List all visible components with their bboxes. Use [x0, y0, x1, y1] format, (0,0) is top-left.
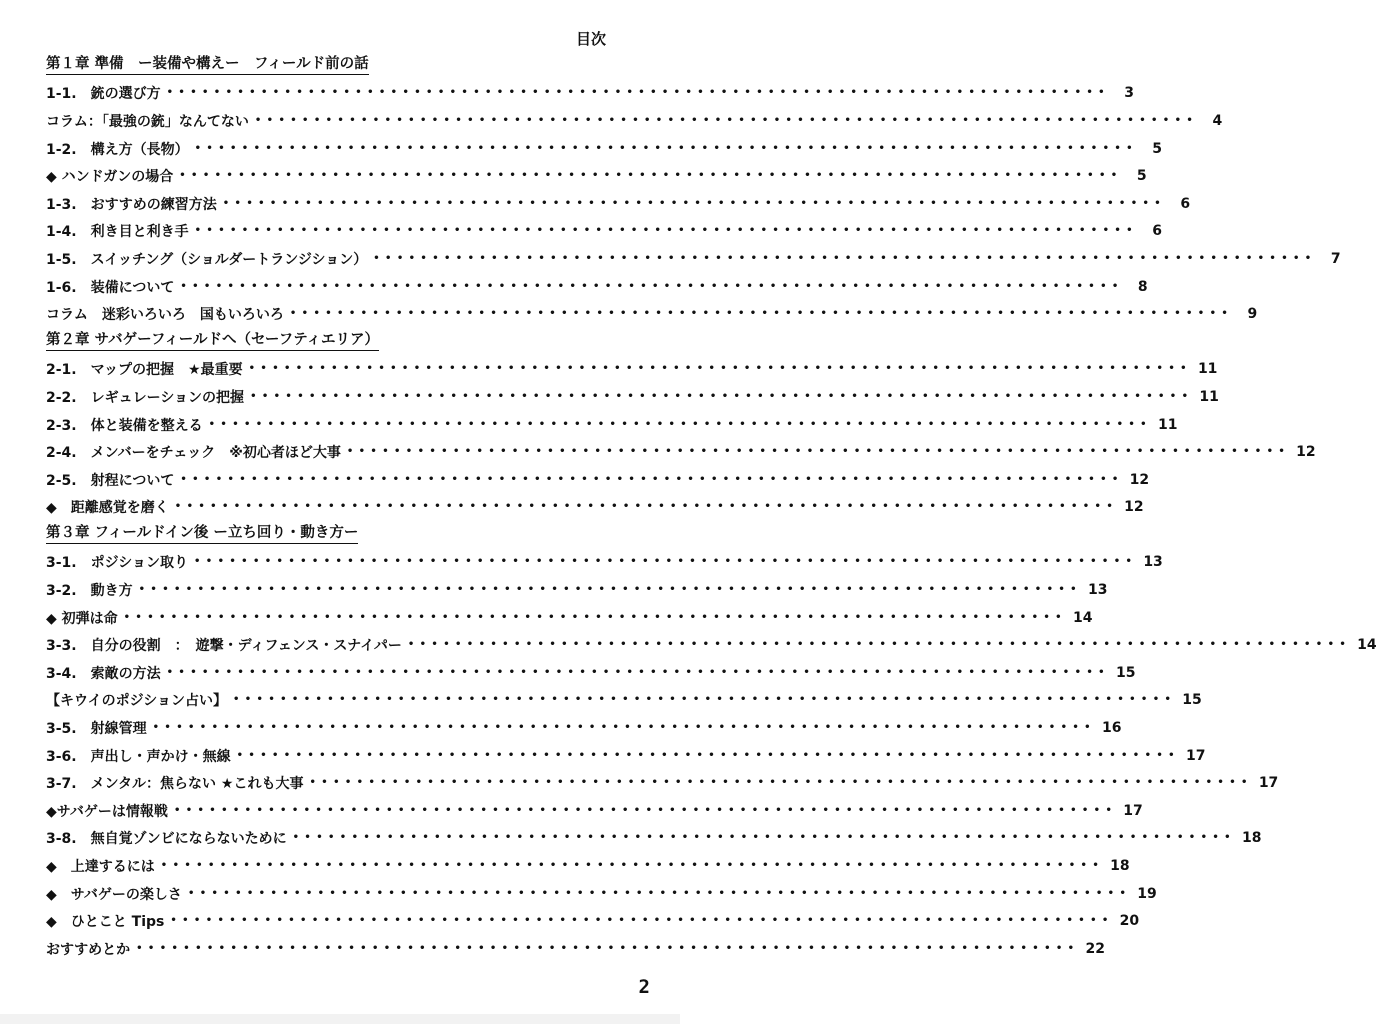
entry-page-number: 13 [1087, 582, 1108, 599]
chapter-title: 第３章 フィールドイン後 ー立ち回り・動き方ー [46, 525, 358, 544]
dot-leader: •••••••••••••••••••••••••••••••••••••••••••••••••••••••••••••••••••••••••••••••• [222, 197, 1167, 209]
toc-entry [46, 107, 1223, 135]
toc-entry [46, 549, 1163, 577]
entry-page-number: 4 [1212, 112, 1223, 129]
dot-leader: •••••••••••••••••••••••••••••••••••••••••••••••••••••••••••••••••••••••••••••••• [179, 170, 1123, 182]
entry-label: 2-2. レギュレーションの把握 [46, 389, 245, 406]
entry-page-number: 18 [1241, 830, 1262, 847]
entry-page-number: 17 [1123, 802, 1143, 819]
entry-page-number: 12 [1124, 499, 1144, 516]
entry-page-number: 11 [1199, 388, 1219, 405]
entry-label: ◆ ひとこと Tips [46, 914, 165, 931]
entry-page-number: 16 [1101, 720, 1122, 737]
dot-leader: •••••••••••••••••••••••••••••••••••••••••••••••••••••••••••••••••••••••••••••••• [194, 225, 1138, 237]
toc-entry [46, 604, 1093, 632]
dot-leader: •••••••••••••••••••••••••••••••••••••••••••••••••••••••••••••••••••••••••••••••• [208, 418, 1152, 430]
entry-label: ◆ サバゲーの楽しさ [46, 886, 182, 903]
toc-entry [46, 494, 1144, 522]
entry-label: 3-6. 声出し・声かけ・無線 [46, 748, 231, 765]
toc-entry [46, 714, 1122, 742]
entry-label: 2-1. マップの把握 ★最重要 [46, 362, 243, 379]
toc-entry [46, 300, 1258, 328]
entry-page-number: 17 [1185, 747, 1206, 764]
dot-leader: •••••••••••••••••••••••••••••••••••••••••••••••••••••••••••••••••••••••••••••••• [123, 611, 1067, 623]
toc-entry [46, 273, 1148, 301]
entry-label: ◆ 初弾は命 [46, 610, 118, 627]
chapter-title: 第２章 サバゲーフィールドへ（セーフティエリア） [46, 332, 379, 351]
entry-label: ◆ ハンドガンの場合 [46, 169, 174, 186]
toc-entry [46, 383, 1219, 411]
entry-label: 1-1. 銃の選び方 [46, 86, 161, 103]
entry-label: 2-3. 体と装備を整える [46, 417, 203, 434]
entry-page-number: 6 [1180, 195, 1191, 212]
dot-leader: •••••••••••••••••••••••••••••••••••••••••••••••••••••••••••••••••••••••••••••••• [407, 639, 1352, 651]
entry-label: 3-3. 自分の役割 ： 遊撃・ディフェンス・スナイパー [46, 638, 402, 655]
dot-leader: •••••••••••••••••••••••••••••••••••••••••••••••••••••••••••••••••••••••••••••••• [136, 942, 1080, 954]
toc-entry [46, 797, 1143, 825]
dot-leader: •••••••••••••••••••••••••••••••••••••••••••••••••••••••••••••••••••••••••••••••• [346, 446, 1291, 458]
entry-page-number: 12 [1129, 471, 1150, 488]
toc-entry [46, 631, 1377, 659]
dot-leader: •••••••••••••••••••••••••••••••••••••••••••••••••••••••••••••••••••••••••••••••• [193, 556, 1138, 568]
entry-label: 1-6. 装備について [46, 279, 175, 296]
toc-entry [46, 825, 1262, 853]
toc-entry [46, 218, 1162, 246]
entry-label: コラム 迷彩いろいろ 国もいろいろ [46, 307, 284, 324]
dot-leader: •••••••••••••••••••••••••••••••••••••••••••••••••••••••••••••••••••••••••••••••• [254, 114, 1199, 126]
entry-label: 3-5. 射線管理 [46, 721, 147, 738]
entry-page-number: 19 [1137, 885, 1157, 902]
entry-label: ◆ 距離感覚を磨く [46, 500, 169, 517]
bottom-strip [0, 1014, 680, 1024]
dot-leader: •••••••••••••••••••••••••••••••••••••••••••••••••••••••••••••••••••••••••••••••• [248, 363, 1192, 375]
dot-leader: •••••••••••••••••••••••••••••••••••••••••••••••••••••••••••••••••••••••••••••••• [232, 694, 1177, 706]
dot-leader: •••••••••••••••••••••••••••••••••••••••••••••••••••••••••••••••••••••••••••••••• [166, 666, 1110, 678]
toc-entry [46, 907, 1140, 935]
entry-label: 1-5. スイッチング（ショルダートランジション） [46, 251, 368, 268]
toc-entry [46, 411, 1178, 439]
entry-label: 1-3. おすすめの練習方法 [46, 196, 217, 213]
dot-leader: •••••••••••••••••••••••••••••••••••••••••••••••••••••••••••••••••••••••••••••••• [152, 722, 1096, 734]
entry-page-number: 20 [1119, 913, 1140, 930]
toc-entry [46, 769, 1279, 797]
toc-entry [46, 935, 1105, 963]
entry-page-number: 7 [1330, 250, 1341, 267]
toc-entry [46, 438, 1316, 466]
entry-page-number: 22 [1085, 940, 1105, 957]
dot-leader: •••••••••••••••••••••••••••••••••••••••••••••••••••••••••••••••••••••••••••••••• [173, 804, 1118, 816]
entry-label: 3-8. 無自覚ゾンビにならないために [46, 831, 287, 848]
toc-chapter-heading [46, 328, 606, 356]
chapter-title: 第１章 準備 ー装備や構えー フィールド前の話 [46, 56, 369, 75]
toc-entry [46, 576, 1108, 604]
dot-leader: •••••••••••••••••••••••••••••••••••••••••••••••••••••••••••••••••••••••••••••••• [309, 777, 1253, 789]
entry-label: 1-4. 利き目と利き手 [46, 224, 189, 241]
toc-entry [46, 245, 1341, 273]
entry-page-number: 15 [1182, 692, 1202, 709]
toc-entry [46, 687, 1202, 715]
page-title: 目次 [575, 30, 606, 48]
entry-page-number: 14 [1357, 637, 1377, 654]
toc-entry [46, 135, 1162, 163]
entry-label: 1-2. 構え方（長物） [46, 141, 189, 158]
toc-entry [46, 659, 1136, 687]
dot-leader: •••••••••••••••••••••••••••••••••••••••••••••••••••••••••••••••••••••••••••••••• [187, 887, 1132, 899]
dot-leader: •••••••••••••••••••••••••••••••••••••••••••••••••••••••••••••••••••••••••••••••• [174, 501, 1119, 513]
dot-leader: •••••••••••••••••••••••••••••••••••••••••••••••••••••••••••••••••••••••••••••••• [236, 749, 1180, 761]
toc-chapter-heading [46, 521, 606, 549]
dot-leader: •••••••••••••••••••••••••••••••••••••••••••••••••••••••••••••••••••••••••••••••• [194, 142, 1138, 154]
dot-leader: •••••••••••••••••••••••••••••••••••••••••••••••••••••••••••••••••••••••••••••••• [170, 915, 1114, 927]
entry-page-number: 12 [1296, 444, 1316, 461]
dot-leader: •••••••••••••••••••••••••••••••••••••••••••••••••••••••••••••••••••••••••••••••• [180, 280, 1124, 292]
toc-entry [46, 742, 1206, 770]
entry-page-number: 17 [1258, 775, 1279, 792]
toc-entry [46, 80, 1134, 108]
entry-page-number: 8 [1137, 278, 1148, 295]
table-of-contents [46, 52, 1377, 963]
entry-page-number: 13 [1143, 554, 1163, 571]
dot-leader: •••••••••••••••••••••••••••••••••••••••••••••••••••••••••••••••••••••••••••••••• [180, 473, 1124, 485]
toc-entry [46, 880, 1157, 908]
entry-label: 【キウイのポジション占い】 [46, 693, 227, 710]
entry-page-number: 3 [1124, 85, 1134, 102]
entry-page-number: 11 [1197, 361, 1218, 378]
entry-page-number: 14 [1072, 609, 1093, 626]
entry-page-number: 6 [1152, 223, 1162, 240]
toc-chapter-heading [46, 52, 606, 80]
toc-entry [46, 190, 1191, 218]
toc-entry [46, 466, 1150, 494]
entry-label: コラム：「最強の銃」なんてない [46, 113, 249, 130]
toc-entry [46, 162, 1147, 190]
dot-leader: •••••••••••••••••••••••••••••••••••••••••••••••••••••••••••••••••••••••••••••••• [250, 390, 1194, 402]
dot-leader: •••••••••••••••••••••••••••••••••••••••••••••••••••••••••••••••••••••••••••••••• [166, 87, 1110, 99]
entry-page-number: 11 [1157, 416, 1178, 433]
toc-entry [46, 852, 1130, 880]
entry-label: 2-4. メンバーをチェック ※初心者ほど大事 [46, 445, 341, 462]
entry-label: 3-7. メンタル：焦らない ★これも大事 [46, 776, 304, 793]
entry-label: ◆ 上達するには [46, 859, 155, 876]
entry-page-number: 5 [1136, 168, 1147, 185]
dot-leader: •••••••••••••••••••••••••••••••••••••••••••••••••••••••••••••••••••••••••••••••• [138, 584, 1082, 596]
entry-page-number: 15 [1115, 664, 1136, 681]
entry-page-number: 18 [1110, 858, 1130, 875]
entry-label: 2-5. 射程について [46, 472, 175, 489]
dot-leader: •••••••••••••••••••••••••••••••••••••••••••••••••••••••••••••••••••••••••••••••• [289, 308, 1234, 320]
entry-label: おすすめとか [46, 941, 131, 958]
entry-label: 3-2. 動き方 [46, 583, 133, 600]
entry-page-number: 5 [1152, 140, 1162, 157]
page-number: 2 [638, 976, 650, 998]
entry-label: ◆サバゲーは情報戦 [46, 803, 168, 820]
dot-leader: •••••••••••••••••••••••••••••••••••••••••••••••••••••••••••••••••••••••••••••••• [292, 832, 1236, 844]
dot-leader: •••••••••••••••••••••••••••••••••••••••••••••••••••••••••••••••••••••••••••••••• [160, 860, 1105, 872]
entry-label: 3-1. ポジション取り [46, 555, 188, 572]
entry-label: 3-4. 索敵の方法 [46, 665, 161, 682]
entry-page-number: 9 [1247, 306, 1258, 323]
toc-entry [46, 356, 1218, 384]
dot-leader: •••••••••••••••••••••••••••••••••••••••••••••••••••••••••••••••••••••••••••••••• [373, 252, 1317, 264]
